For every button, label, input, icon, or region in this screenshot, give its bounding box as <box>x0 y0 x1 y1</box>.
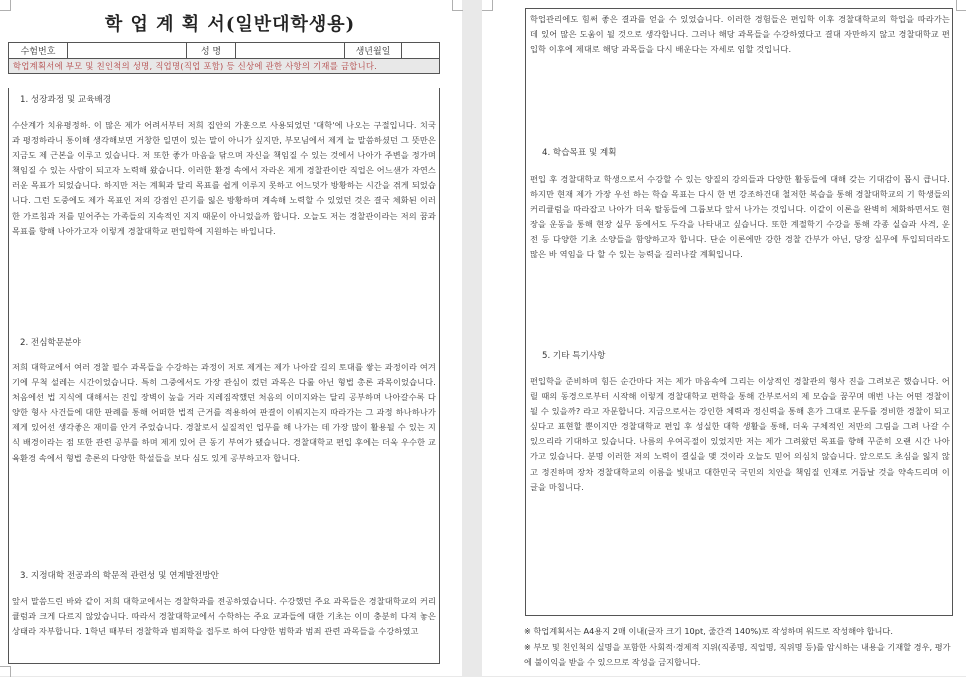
footnote-privacy: ※ 부모 및 친인척의 실명을 포함한 사회적·경제적 지위(직종명, 직업명, 직위명 등)를 암시하는 내용을 기재할 경우, 평가에 불이익을 받을 수 있으므로 작성을 금지합니다. <box>524 642 951 667</box>
page-corner-mark <box>482 0 493 11</box>
section-heading: 2. 전심학문분야 <box>20 338 81 348</box>
section-heading: 5. 기타 특기사항 <box>542 351 606 361</box>
footnote-format: ※ 학업계획서는 A4용지 2매 이내(글자 크기 10pt, 줄간격 140%)로 작성하며 워드로 작성해야 합니다. <box>524 626 893 636</box>
section-body: 수산계가 치유평정하. 이 많은 제가 어려서부터 저희 집안의 가훈으로 사용되었던 '대학'에 나오는 구절입니다. 치국과 평정하라니 통이해 생각해보면 거창한 일면이 있는 말이 아니가 싶지만, 부모님에서 제게 늘 말씀하셨던 그 뜻만은 지금도 제 근본을 이루고 있습니다. 저 또한 좋가 마음을 닦으며 자신을 책임질 수 있는 것에서 나아가 주변을 정가며 책임질 수 있는 사람이 되고자 노력해 왔습니다. 이러한 환경 속에서 자라온 제게 경찰관이란 직업은 어느샌가 자연스러운 목표가 되었습니다. 하지만 저는 계획과 달리 목표를 쉽게 이루지 못하고 어느덧가 방황하는 시간을 겪게 되었습니다. 그런 도중에도 제가 목표인 저의 강점인 끈기를 잃은 방황하며 계속해 노력할 수 있었던 것은 결국 체화된 이러한 가르침과 저를 믿어주는 가족들의 지속적인 지지 때문이 아니었을까 합니다. 오늘도 저는 경찰관이라는 저의 꿈과 목표를 향해 나아가고자 이렇게 경찰대학교 편입학에 지원하는 바입니다. <box>12 120 436 236</box>
page-corner-mark <box>956 0 966 11</box>
section-heading: 3. 지정대학 전공과의 학문적 관련성 및 연계발전방안 <box>20 571 219 581</box>
section-body: 저희 대학교에서 여러 경찰 필수 과목들을 수강하는 과정이 저로 제게는 제가 나아갈 길의 토대를 쌓는 과정이라 여겨기에 무척 설레는 시간이었습니다. 특히 그중에서도 가장 관심이 컸던 과목은 다룰 아닌 형법 총론 과목이었습니다. 처음에선 법 지식에 대해서는 진입 장벽이 높을 거라 지레짐작했던 처음의 이미지와는 달리 공부하며 나아갈수록 다양한 형사 사건들에 대한 판례를 통해 어떠한 법적 근거를 적용하여 판결이 이뤄지는지 따라가는 그 과정 하나하나가 제게 있어선 생각좋은 재미를 안겨 주었습니다. 경찰로서 실질적인 업무를 해 나가는 데 가장 많이 활용될 수 있는 지식 배경이라는 점 또한 관련 공부를 하며 제게 있어 큰 동기 부여가 됐습니다. 경찰대학교 편입 후에는 더욱 우수한 교육환경 속에서 형법 총론의 다양한 학설들을 보다 심도 있게 공부하고자 합니다. <box>12 362 436 463</box>
section-body: 편입 후 경찰대학교 학생으로서 수강할 수 있는 양질의 강의들과 다양한 활동들에 대해 갖는 기대감이 몹시 큽니다. 하지만 현재 제가 가장 우선 하는 학습 목표는 다시 한 번 강조하건대 철저한 복습을 통해 경찰대학교의 기 학생들의 커리큘럼을 따라잡고 나아가 더욱 탈동들에 그룹보다 앞서 나가는 것입니다. 이같이 이론을 완벽히 체화하면서도 현장을 운동을 통해 현장 실무 동에서도 두각을 나타내고 싶습니다. 또한 계절학기 수강을 통해 각종 실습과 사격, 운전 등 다양한 기초 소양들을 함양하고자 합니다. 단순 이론에만 강한 경찰 간부가 아닌, 당장 실무에 투입되더라도 많은 바 역임을 다 할 수 있는 능력을 길러나갈 계획입니다. <box>530 174 950 260</box>
section-body: 앞서 말씀드린 바와 같이 저희 대학교에서는 경찰학과를 전공하였습니다. 수강했던 주요 과목들은 경찰대학교의 커리큘럼과 크게 다르지 않았습니다. 따라서 경찰대학교에서 수학하는 주요 교과들에 대한 기초는 이미 충분히 다져 놓은 상태라 자부합니다. 1학년 때부터 경찰학과 범죄학을 접두로 하여 다양한 범학과 범죄 관련 과목들을 수강하였고 <box>12 596 436 637</box>
name-label: 성 명 <box>187 43 236 59</box>
page-corner-mark <box>0 666 11 677</box>
document-page-2 <box>482 0 966 676</box>
birthdate-label: 생년월일 <box>345 43 402 59</box>
continuation-text: 학업관리에도 힘써 좋은 결과를 얻을 수 있었습니다. 이러한 경험들은 편입학 이후 경찰대학교의 학업을 따라가는 데 있어 많은 도움이 될 것으로 생각합니다. 그러나 해당 과목들을 수강하였다고 결대 자만하지 않고 경찰대학교 편입학 이후에 제대로 해당 과목들을 다시 배운다는 자세로 임할 것입니다. <box>530 14 950 55</box>
applicant-info-table <box>8 42 440 74</box>
document-title: 학 업 계 획 서(일반대학생용) <box>104 14 356 35</box>
section-heading: 4. 학습목표 및 계획 <box>542 148 617 158</box>
section-body: 편입학을 준비하며 힘든 순간마다 저는 제가 마음속에 그리는 이상적인 경찰관의 형사 진을 그려보곤 했습니다. 어릴 때의 동경으로부터 시작해 이렇게 경찰대학교 편학을 통해 간부로서의 제 모습을 꿈꾸며 매번 나는 어떤 경찰이 될 수 있을까? 라고 자문합니다. 지금으로서는 강인한 체력과 정신력을 통해 흔가 그대로 문두를 경비한 경찰이 되고 싶다고 표현할 뿐이지만 경찰대학교 편입 후 성실한 대학 생활을 통해, 더욱 구체적인 저만의 그림을 그려 나갈 수 있으리라 기대하고 있습니다. 나름의 우여곡절이 있었지만 저는 제가 그려왔던 목표를 향해 꾸준히 오랜 시간 나아가고 있습니다. 분명 이러한 저의 노력이 결실을 맺 것이라 오늘도 믿어 의심치 않습니다. 앞으로도 초심을 잃지 않고 정진하며 장차 경찰대학교의 이름을 빛내고 대한민국 국민의 치안을 책임질 인재로 거듭날 것을 약속드리며 이 글을 마칩니다. <box>530 376 950 492</box>
page-corner-mark <box>0 0 11 11</box>
exam-number-label: 수험번호 <box>9 43 68 59</box>
document-page-1 <box>0 0 462 676</box>
section-heading: 1. 성장과정 및 교육배경 <box>20 95 112 105</box>
birthdate-value[interactable] <box>402 43 440 59</box>
page-corner-mark <box>452 0 463 11</box>
exam-number-value[interactable] <box>68 43 187 59</box>
name-value[interactable] <box>236 43 345 59</box>
privacy-notice: 학업계획서에 부모 및 친인척의 성명, 직업명(직업 포함) 등 신상에 관한 사항의 기재를 금합니다. <box>9 59 440 74</box>
